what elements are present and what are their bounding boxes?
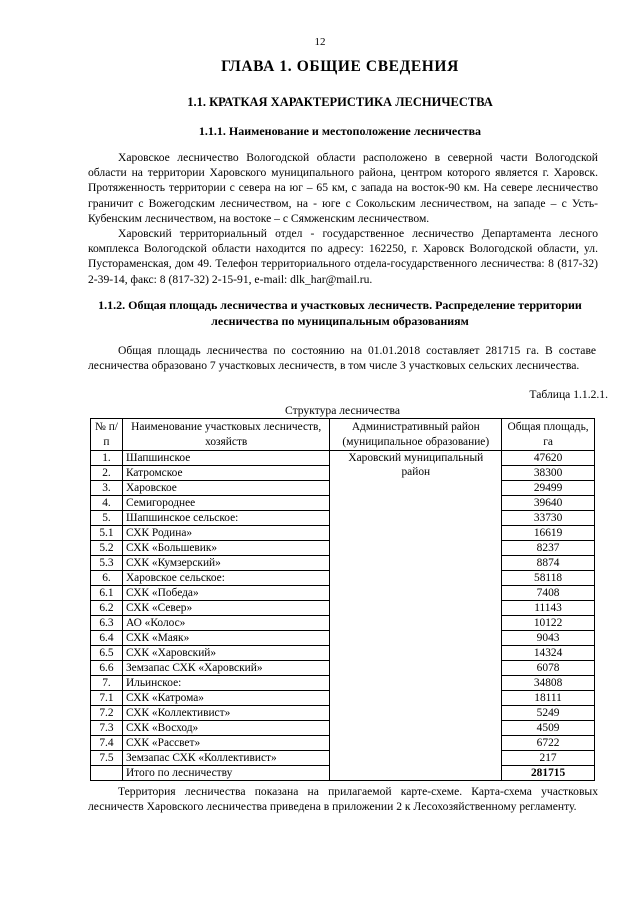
row-name: СХК «Восход» <box>122 721 329 736</box>
row-name: Шапшинское <box>122 451 329 466</box>
row-num: 3. <box>91 481 123 496</box>
row-num: 7.1 <box>91 691 123 706</box>
row-area: 9043 <box>502 631 595 646</box>
row-area: 38300 <box>502 466 595 481</box>
forestry-structure-table <box>90 418 595 781</box>
row-name: АО «Колос» <box>122 616 329 631</box>
chapter-title: ГЛАВА 1. ОБЩИЕ СВЕДЕНИЯ <box>221 58 459 75</box>
row-area: 47620 <box>502 451 595 466</box>
row-area: 29499 <box>502 481 595 496</box>
table-caption: Структура лесничества <box>285 404 400 417</box>
row-area: 39640 <box>502 496 595 511</box>
row-area: 18111 <box>502 691 595 706</box>
total-area: 281715 <box>502 766 595 781</box>
row-area: 217 <box>502 751 595 766</box>
row-num: 7. <box>91 676 123 691</box>
row-num: 6.5 <box>91 646 123 661</box>
row-area: 10122 <box>502 616 595 631</box>
row-num: 6.2 <box>91 601 123 616</box>
row-num: 7.4 <box>91 736 123 751</box>
row-area: 5249 <box>502 706 595 721</box>
row-area: 6078 <box>502 661 595 676</box>
row-num: 6. <box>91 571 123 586</box>
table-body <box>91 451 595 781</box>
row-num: 5.3 <box>91 556 123 571</box>
row-name: СХК «Победа» <box>122 586 329 601</box>
row-num: 7.2 <box>91 706 123 721</box>
paragraph-area <box>88 343 596 373</box>
paragraph-location <box>88 150 598 226</box>
section-title: 1.1. КРАТКАЯ ХАРАКТЕРИСТИКА ЛЕСНИЧЕСТВА <box>187 95 493 109</box>
row-name: Семигороднее <box>122 496 329 511</box>
paragraph-address <box>88 226 598 287</box>
row-name: СХК «Кумзерский» <box>122 556 329 571</box>
row-name: Земзапас СХК «Коллективист» <box>122 751 329 766</box>
table-number: Таблица 1.1.2.1. <box>529 388 608 401</box>
row-name: Земзапас СХК «Харовский» <box>122 661 329 676</box>
table-header-row <box>91 419 595 451</box>
row-num: 1. <box>91 451 123 466</box>
row-num: 7.3 <box>91 721 123 736</box>
paragraph-3: Общая площадь лесничества по состоянию на 01.01.2018 составляет 281715 га. В составе лесничества образовано 7 участковых лесничеств, в том числе 3 участковых сельских лесничества. <box>88 344 596 373</box>
paragraph-1: Харовское лесничество Вологодской области расположено в северной части Вологодской области на территории Харовского муниципального района, центром которого является г. Харовск. Протяженность территории с севера на юг – 65 км, с запада на восток-90 км. На севере лесничество граничит с Вожегодским лесничеством, на - юге с Сокольским лесничеством, на западе – с Усть-Кубенским лесничеством, на востоке – с Сямженским лесничеством. <box>88 151 598 225</box>
row-area: 7408 <box>502 586 595 601</box>
row-name: Ильинское: <box>122 676 329 691</box>
row-name: Катромское <box>122 466 329 481</box>
row-name: СХК «Харовский» <box>122 646 329 661</box>
row-area: 8874 <box>502 556 595 571</box>
header-district: Административный район (муниципальное образование) <box>330 419 502 451</box>
row-num: 5.2 <box>91 541 123 556</box>
row-num: 7.5 <box>91 751 123 766</box>
row-name: Харовское <box>122 481 329 496</box>
row-area: 4509 <box>502 721 595 736</box>
row-district: Харовский муниципальный район <box>330 451 502 781</box>
row-num: 6.3 <box>91 616 123 631</box>
row-num: 6.4 <box>91 631 123 646</box>
paragraph-4: Территория лесничества показана на прилагаемой карте-схеме. Карта-схема участковых лесничеств Харовского лесничества приведена в приложении 2 к Лесохозяйственному регламенту. <box>88 785 598 814</box>
table-row <box>91 451 595 466</box>
row-num: 6.1 <box>91 586 123 601</box>
row-area: 16619 <box>502 526 595 541</box>
header-name: Наименование участковых лесничеств, хозяйств <box>122 419 329 451</box>
row-name: Харовское сельское: <box>122 571 329 586</box>
header-area: Общая площадь, га <box>502 419 595 451</box>
subsection-2-title: 1.1.2. Общая площадь лесничества и участковых лесничеств. Распределение территории лесничества по муниципальным образованиям <box>98 298 582 328</box>
row-num: 2. <box>91 466 123 481</box>
row-name: СХК «Большевик» <box>122 541 329 556</box>
row-name: СХК «Катрома» <box>122 691 329 706</box>
row-name: СХК «Коллективист» <box>122 706 329 721</box>
row-area: 33730 <box>502 511 595 526</box>
row-area: 58118 <box>502 571 595 586</box>
row-area: 11143 <box>502 601 595 616</box>
row-name: Шапшинское сельское: <box>122 511 329 526</box>
row-num: 6.6 <box>91 661 123 676</box>
row-area: 34808 <box>502 676 595 691</box>
row-num: 4. <box>91 496 123 511</box>
header-num: № п/п <box>91 419 123 451</box>
row-area: 6722 <box>502 736 595 751</box>
row-name: СХК «Маяк» <box>122 631 329 646</box>
subsection-1-title: 1.1.1. Наименование и местоположение лесничества <box>198 124 482 138</box>
total-num-empty <box>91 766 123 781</box>
row-num: 5.1 <box>91 526 123 541</box>
row-area: 8237 <box>502 541 595 556</box>
row-name: СХК «Рассвет» <box>122 736 329 751</box>
row-num: 5. <box>91 511 123 526</box>
row-name: СХК Родина» <box>122 526 329 541</box>
paragraph-map <box>88 784 598 814</box>
paragraph-2: Харовский территориальный отдел - государственное лесничество Департамента лесного комплекса Вологодской области находится по адресу: 162250, г. Харовск Вологодской области, ул. Пустораменская, дом 49. Телефон территориального отдела-государственного лесничества: 8 (817-32) 2-39-14, факс: 8 (817-32) 2-15-91, e-mail: dlk_har@mail.ru. <box>88 227 598 286</box>
total-label: Итого по лесничеству <box>122 766 329 781</box>
page-number: 12 <box>314 36 326 48</box>
row-name: СХК «Север» <box>122 601 329 616</box>
row-area: 14324 <box>502 646 595 661</box>
